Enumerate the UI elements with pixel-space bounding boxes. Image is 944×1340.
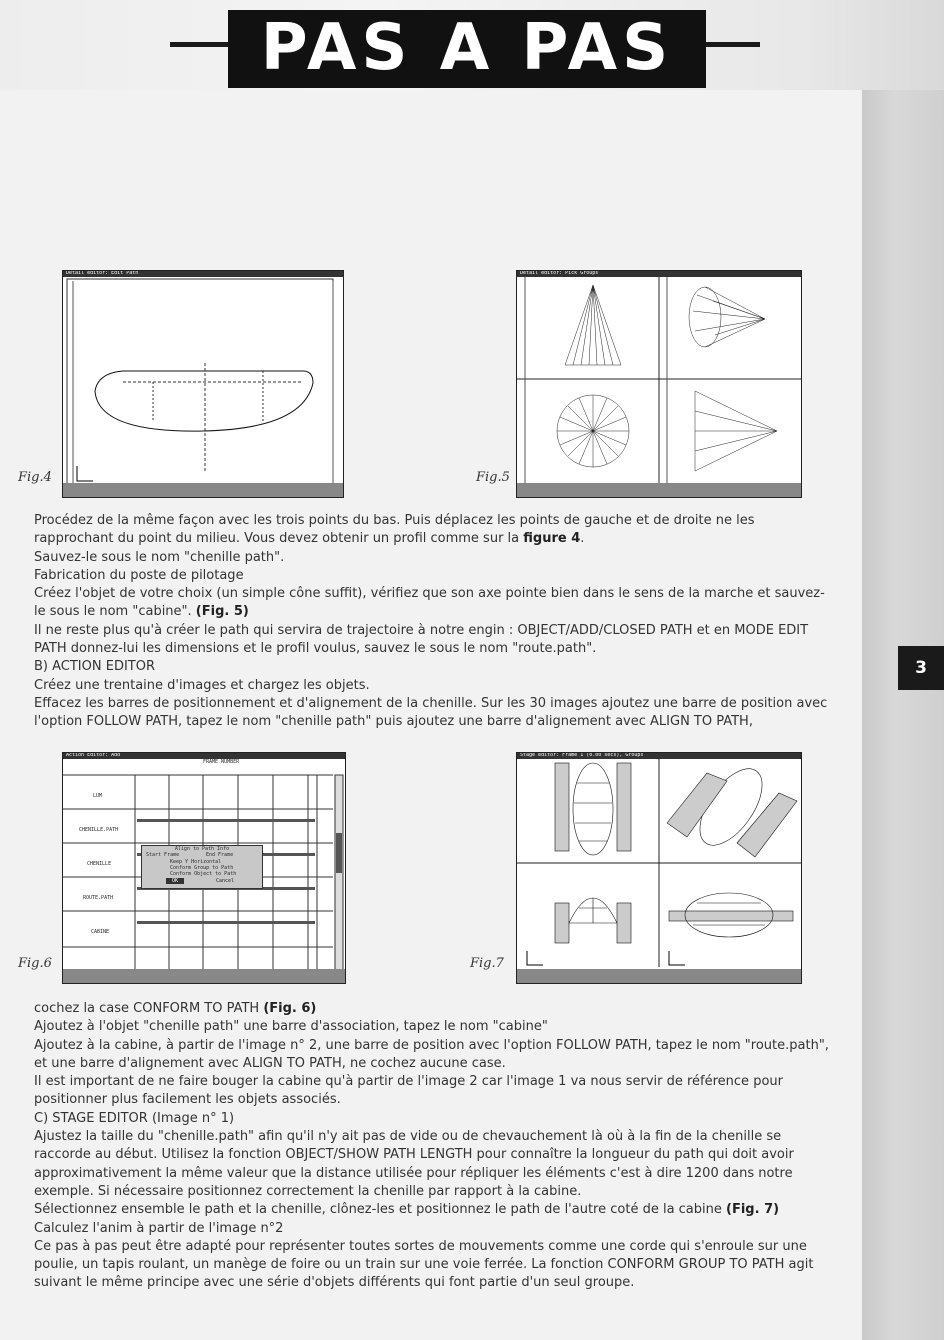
paragraph: Ce pas à pas peut être adapté pour représenter toutes sortes de mouvements comme une corde qui s'enroule sur une poulie, un tapis roulant, un manège de foire ou un train sur une voie ferrée. La fonction CONFORM GROUP TO PATH agit suivant le même principe avec une série d'objets différents qui font partie d'un seul groupe. bbox=[34, 1238, 814, 1291]
window-title: Stage editor: Frame 1 (0.00 secs), Groups bbox=[520, 752, 644, 758]
section-heading: B) ACTION EDITOR bbox=[34, 659, 155, 675]
paragraph: Sauvez-le sous le nom "chenille path". bbox=[34, 549, 285, 565]
dialog-title: Align to Path Info bbox=[174, 846, 230, 852]
path-drawing bbox=[63, 271, 343, 497]
figure-ref: figure 4 bbox=[523, 531, 581, 547]
figure-ref: (Fig. 7) bbox=[726, 1202, 780, 1218]
figure-5 bbox=[516, 270, 802, 498]
align-to-path-dialog bbox=[141, 845, 263, 889]
track-label: CHENILLE.PATH bbox=[79, 827, 119, 833]
paragraph-text: Procédez de la même façon avec les trois points du bas. Puis déplacez les points de gauche et de droite ne les rapprochant du point du milieu. Vous devez obtenir un profil comme sur la bbox=[34, 513, 755, 547]
track-label: CABINE bbox=[91, 929, 110, 935]
title-rule-left bbox=[170, 42, 232, 47]
paragraph bbox=[34, 585, 830, 622]
end-frame-label: End Frame bbox=[206, 852, 234, 858]
page-title: PAS A PAS bbox=[260, 11, 674, 85]
start-frame-label: Start Frame bbox=[146, 852, 180, 858]
figure-ref: (Fig. 6) bbox=[263, 1001, 317, 1016]
paragraph: Ajoutez à l'objet "chenille path" une barre d'association, tapez le nom "cabine" bbox=[34, 1019, 548, 1035]
ok-button[interactable]: OK bbox=[166, 878, 184, 884]
option-conform-group[interactable]: Conform Group to Path bbox=[170, 865, 234, 871]
figure-6 bbox=[62, 752, 346, 984]
paragraph: Fabrication du poste de pilotage bbox=[34, 567, 244, 583]
article-text-bottom bbox=[34, 1000, 830, 1293]
figure-5-label: Fig.5 bbox=[476, 470, 510, 485]
paragraph: Procédez de la même façon avec les trois points du bas. Puis déplacez les points de gauche et de droite ne les rapprochant du point du milieu. Vous devez obtenir un profil comme sur la figure 4. bbox=[34, 513, 755, 547]
window-title: Action Editor: Add bbox=[66, 752, 121, 758]
section-tab: 3 bbox=[898, 646, 944, 690]
figure-4-label: Fig.4 bbox=[18, 470, 52, 485]
page-edge-shadow bbox=[862, 90, 944, 1340]
figure-ref: (Fig. 5) bbox=[195, 604, 249, 620]
option-conform-object[interactable]: Conform Object to Path bbox=[170, 871, 237, 877]
paragraph-text: Sélectionnez ensemble le path et la chenille, clônez-les et positionnez le path de l'autre coté de la cabine bbox=[34, 1202, 727, 1218]
article-text-top bbox=[34, 512, 830, 732]
cancel-button[interactable]: Cancel bbox=[216, 878, 235, 884]
window-title: Detail editor: Edit Path bbox=[66, 270, 139, 276]
paragraph bbox=[34, 1201, 830, 1219]
track-label: LUM bbox=[93, 793, 103, 799]
figure-4 bbox=[62, 270, 344, 498]
stage-views bbox=[517, 753, 801, 983]
paragraph: Effacez les barres de positionnement et d'alignement de la chenille. Sur les 30 images ajoutez une barre de position avec l'option FOLLOW PATH, tapez le nom "chenille path" puis ajoutez une barre d'alignement avec ALIGN TO PATH, bbox=[34, 695, 828, 730]
paragraph: Il ne reste plus qu'à créer le path qui servira de trajectoire à notre engin : OBJECT/ADD/CLOSED PATH et en MODE EDIT PATH donnez-lui les dimensions et le profil voulus, sauvez le sous le nom "route.path". bbox=[34, 622, 809, 657]
paragraph-text: Créez l'objet de votre choix (un simple cône suffit), vérifiez que son axe pointe bien dans le sens de la marche et sauvez-le sous le nom "cabine". bbox=[34, 586, 825, 620]
track-label: ROUTE.PATH bbox=[83, 895, 114, 901]
toolbar-strip[interactable] bbox=[517, 483, 801, 497]
paragraph: Ajustez la taille du "chenille.path" afin qu'il n'y ait pas de vide ou de chevauchement là où à la fin de la chenille se raccorde au début. Utilisez la fonction OBJECT/SHOW PATH LENGTH pour connaître la longueur du path qui doit avoir approximativement la même valeur que la distance utilisée pour répliquer les éléments c'est à dire 1200 dans notre exemple. Si nécessaire positionnez correctement la chenille par rapport à la cabine. bbox=[34, 1129, 794, 1199]
title-rule-right bbox=[702, 42, 760, 47]
figure-6-label: Fig.6 bbox=[18, 956, 52, 971]
track-label: CHENILLE bbox=[87, 861, 112, 867]
toolbar-strip[interactable] bbox=[63, 969, 345, 983]
figure-7-label: Fig.7 bbox=[470, 956, 504, 971]
toolbar-strip[interactable] bbox=[517, 969, 801, 983]
option-keep-y[interactable]: Keep Y Horizontal bbox=[170, 859, 222, 865]
paragraph: Ajoutez à la cabine, à partir de l'image n° 2, une barre de position avec l'option FOLLOW PATH, tapez le nom "route.path", et une barre d'alignement avec ALIGN TO PATH, ne cochez aucune case. bbox=[34, 1037, 829, 1071]
section-heading: C) STAGE EDITOR (Image n° 1) bbox=[34, 1110, 235, 1126]
toolbar-strip[interactable] bbox=[63, 483, 343, 497]
figure-7 bbox=[516, 752, 802, 984]
cone-views bbox=[517, 271, 801, 497]
paragraph-text: cochez la case CONFORM TO PATH bbox=[34, 1001, 264, 1016]
paragraph: Créez une trentaine d'images et chargez les objets. bbox=[34, 677, 370, 693]
paragraph: Il est important de ne faire bouger la cabine qu'à partir de l'image 2 car l'image 1 va nous servir de référence pour positionner plus facilement les objets associés. bbox=[34, 1074, 783, 1108]
frame-number-header: FRAME NUMBER bbox=[203, 759, 240, 765]
paragraph: Calculez l'anim à partir de l'image n°2 bbox=[34, 1220, 284, 1236]
paragraph bbox=[34, 1000, 830, 1018]
window-title: Detail editor: Pick Groups bbox=[520, 270, 599, 276]
